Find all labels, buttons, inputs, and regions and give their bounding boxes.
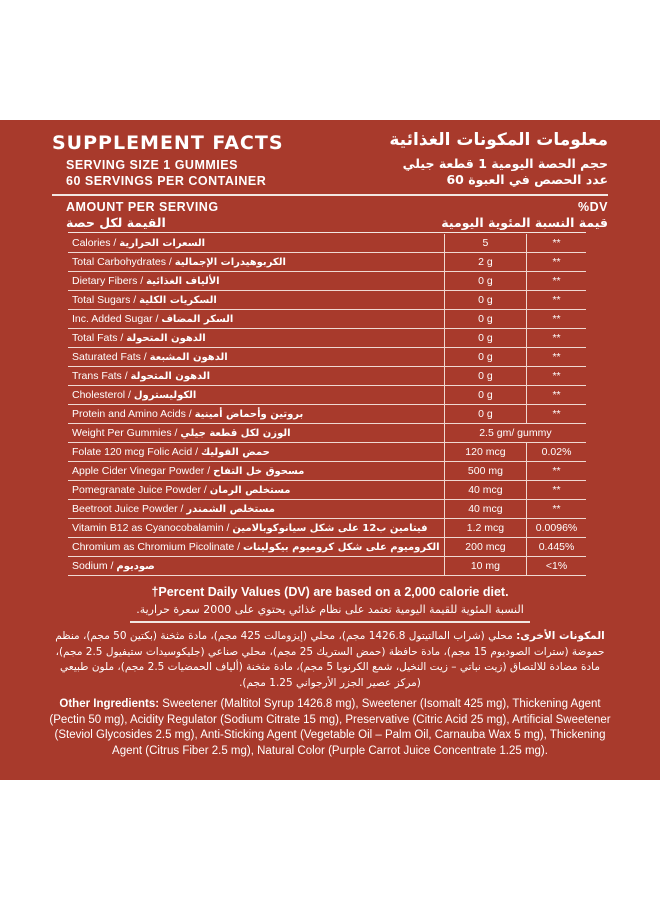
nutrient-dv: ** <box>527 291 586 310</box>
nutrient-dv: <1% <box>527 557 586 576</box>
nutrient-name-en: Dietary Fibers / <box>72 274 147 287</box>
nutrient-name <box>68 424 444 443</box>
nutrient-name-ar: مستخلص الرمان <box>209 484 291 496</box>
nutrient-amount: 5 <box>444 234 526 253</box>
title-en: SUPPLEMENT FACTS <box>52 132 284 154</box>
footnote-en: †Percent Daily Values (DV) are based on a 2,000 calorie diet. <box>151 585 509 599</box>
table-row <box>68 234 586 253</box>
nutrient-name-en: Protein and Amino Acids / <box>72 407 195 420</box>
nutrient-amount: 200 mcg <box>444 538 526 557</box>
nutrient-name-en: Inc. Added Sugar / <box>72 312 162 325</box>
nutrient-name-ar: مستخلص الشمندر <box>186 503 275 515</box>
nutrient-amount: 0 g <box>444 367 526 386</box>
nutrient-amount: 0 g <box>444 348 526 367</box>
other-ingredients-en <box>48 697 612 759</box>
nutrient-name-ar: الدهون المشبعة <box>149 351 228 363</box>
nutrient-dv: ** <box>527 234 586 253</box>
table-row <box>68 367 586 386</box>
nutrient-name-ar: مسحوق خل التفاح <box>213 465 305 477</box>
nutrient-name-en: Trans Fats / <box>72 369 131 382</box>
dv-header-ar: قيمة النسبة المئوية اليومية <box>441 215 608 230</box>
nutrient-amount: 2.5 gm/ gummy <box>444 424 586 443</box>
nutrient-amount: 40 mcg <box>444 500 526 519</box>
nutrient-dv: 0.02% <box>527 443 586 462</box>
nutrient-name <box>68 348 444 367</box>
other-ingredients-en-label: Other Ingredients: <box>59 698 160 710</box>
nutrient-amount: 2 g <box>444 253 526 272</box>
nutrient-amount: 500 mg <box>444 462 526 481</box>
nutrient-name <box>68 481 444 500</box>
nutrient-amount: 40 mcg <box>444 481 526 500</box>
nutrient-dv: ** <box>527 272 586 291</box>
nutrient-name <box>68 234 444 253</box>
nutrient-name-en: Total Sugars / <box>72 293 140 306</box>
table-row <box>68 348 586 367</box>
nutrient-name-ar: الدهون المتحولة <box>130 370 210 382</box>
nutrient-name <box>68 272 444 291</box>
nutrient-amount: 0 g <box>444 405 526 424</box>
nutrient-name <box>68 329 444 348</box>
table-row <box>68 462 586 481</box>
nutrient-name <box>68 310 444 329</box>
table-row <box>68 538 586 557</box>
title-ar: معلومات المكونات الغذائية <box>389 130 608 150</box>
supplement-facts-panel <box>0 120 660 780</box>
divider <box>130 621 530 623</box>
nutrient-amount: 0 g <box>444 291 526 310</box>
table-row <box>68 500 586 519</box>
servings-ar: عدد الحصص في العبوة 60 <box>446 172 608 187</box>
nutrient-name <box>68 386 444 405</box>
nutrient-dv: ** <box>527 310 586 329</box>
nutrient-name-ar: الدهون المتحولة <box>126 332 206 344</box>
panel-body <box>0 234 660 769</box>
nutrient-dv: ** <box>527 500 586 519</box>
nutrient-dv: 0.445% <box>527 538 586 557</box>
table-row <box>68 272 586 291</box>
divider <box>52 194 608 196</box>
table-row <box>68 253 586 272</box>
table-row <box>68 519 586 538</box>
nutrient-amount: 10 mg <box>444 557 526 576</box>
table-row <box>68 386 586 405</box>
nutrient-name-en: Folate 120 mcg Folic Acid / <box>72 445 201 458</box>
nutrient-dv: 0.0096% <box>527 519 586 538</box>
nutrient-name <box>68 462 444 481</box>
nutrient-name-en: Apple Cider Vinegar Powder / <box>72 464 214 477</box>
nutrient-dv: ** <box>527 253 586 272</box>
nutrient-dv: ** <box>527 386 586 405</box>
nutrient-dv: ** <box>527 481 586 500</box>
footnote-ar: النسبة المئوية للقيمة اليومية تعتمد على نظام غذائي يحتوي على 2000 سعرة حرارية. <box>136 603 524 616</box>
nutrient-name-en: Calories / <box>72 236 120 249</box>
other-ingredients-ar <box>48 629 612 691</box>
table-row <box>68 329 586 348</box>
nutrient-amount: 0 g <box>444 272 526 291</box>
nutrient-dv: ** <box>527 367 586 386</box>
nutrient-amount: 0 g <box>444 310 526 329</box>
nutrient-name <box>68 291 444 310</box>
other-ingredients-ar-label: المكونات الأخرى: <box>516 630 605 642</box>
table-row <box>68 310 586 329</box>
amount-per-serving-en: AMOUNT PER SERVING <box>66 200 219 214</box>
table-top-line <box>68 232 586 233</box>
nutrient-name <box>68 367 444 386</box>
nutrient-name-ar: بروتين وأحماض أمينية <box>194 408 304 420</box>
nutrient-amount: 120 mcg <box>444 443 526 462</box>
nutrient-name-ar: السكر المضاف <box>161 313 234 325</box>
nutrient-name-ar: الكروميوم على شكل كروميوم بيكولينات <box>242 541 440 553</box>
nutrient-name <box>68 557 444 576</box>
serving-size-en: SERVING SIZE 1 GUMMIES <box>66 158 238 172</box>
table-row <box>68 481 586 500</box>
table-row <box>68 291 586 310</box>
nutrient-name-ar: السكريات الكلية <box>139 294 217 306</box>
nutrient-name-ar: الألياف الغذائية <box>146 275 220 287</box>
nutrient-name-ar: حمض الفوليك <box>200 446 270 458</box>
dv-header-en: %DV <box>578 200 608 214</box>
other-ingredients-en-text: Sweetener (Maltitol Syrup 1426.8 mg), Sweetener (Isomalt 425 mg), Thickening Agent (Pectin 50 mg), Acidity Regulator (Sodium Citrate 15 mg), Preservative (Citric Acid 25 mg), Artificial Sweetener (Steviol Glycosides 2.5 mg), Anti-Sticking Agent (Vegetable Oil – Palm Oil, Carnauba Wax 5 mg), Thickening Agent (Citrus Fiber 2.5 mg), Natural Color (Purple Carrot Juice Concentrate 1.25 mg). <box>49 698 611 757</box>
nutrient-name-ar: فيتامين ب12 على شكل سيانوكوبالامين <box>232 522 428 534</box>
nutrient-name-en: Weight Per Gummies / <box>72 426 181 439</box>
servings-per-container-en: 60 SERVINGS PER CONTAINER <box>66 174 267 188</box>
nutrient-amount: 0 g <box>444 329 526 348</box>
nutrient-name <box>68 538 444 557</box>
nutrient-name <box>68 519 444 538</box>
nutrient-name-ar: الكوليسترول <box>133 389 197 401</box>
nutrient-name <box>68 405 444 424</box>
nutrient-name <box>68 443 444 462</box>
table-row <box>68 557 586 576</box>
nutrient-name-en: Cholesterol / <box>72 388 134 401</box>
nutrient-dv: ** <box>527 348 586 367</box>
panel-header <box>0 120 660 234</box>
nutrient-name-en: Total Fats / <box>72 331 127 344</box>
nutrient-dv: ** <box>527 329 586 348</box>
table-row <box>68 405 586 424</box>
nutrient-dv: ** <box>527 462 586 481</box>
nutrient-amount: 1.2 mcg <box>444 519 526 538</box>
table-row <box>68 424 586 443</box>
nutrient-name-en: Total Carbohydrates / <box>72 255 175 268</box>
nutrient-name-ar: صوديوم <box>116 560 155 572</box>
nutrient-name-en: Sodium / <box>72 559 117 572</box>
nutrient-name-en: Saturated Fats / <box>72 350 150 363</box>
nutrient-amount: 0 g <box>444 386 526 405</box>
nutrient-name-en: Beetroot Juice Powder / <box>72 502 187 515</box>
other-ingredients-ar-text: محلي (شراب المالتيتول 1426.8 مجم)، محلي (إيزومالت 425 مجم)، مادة مثخنة (بكتين 50 مجم)، منظم حموضة (سترات الصوديوم 15 مجم)، مادة حافظة (حمض الستريك 25 مجم)، محلي صناعي (جليكوسيدات ستيفيول 2.5 مجم)، مادة مضادة للالتصاق (زيت نباتي – زيت النخيل، شمع الكرنوبا 5 مجم)، مادة مثخنة (ألياف الحمضيات 2.5 مجم)، ملون طبيعي (مركز عصير الجزر الأرجواني 1.25 مجم). <box>55 630 605 689</box>
amount-per-serving-ar: القيمة لكل حصة <box>66 215 166 230</box>
nutrient-name-ar: الكربوهيدرات الإجمالية <box>174 256 286 268</box>
nutrient-name-en: Pomegranate Juice Powder / <box>72 483 210 496</box>
nutrient-name-en: Chromium as Chromium Picolinate / <box>72 540 243 553</box>
nutrient-name-ar: السعرات الحرارية <box>119 237 206 249</box>
table-row <box>68 443 586 462</box>
nutrient-name <box>68 253 444 272</box>
serving-size-ar: حجم الحصة اليومية 1 قطعة جيلي <box>402 156 608 171</box>
nutrient-dv: ** <box>527 405 586 424</box>
nutrient-name <box>68 500 444 519</box>
nutrient-name-en: Vitamin B12 as Cyanocobalamin / <box>72 521 233 534</box>
nutrition-table <box>68 234 586 576</box>
nutrient-name-ar: الوزن لكل قطعة جيلي <box>180 427 291 439</box>
